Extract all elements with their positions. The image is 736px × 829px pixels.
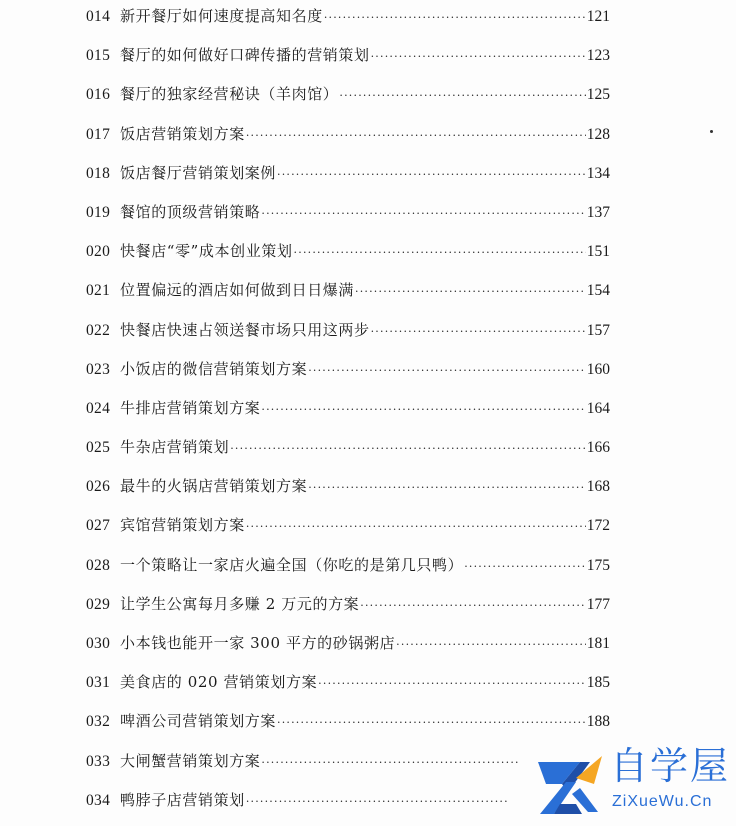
toc-entry-title: 小饭店的微信营销策划方案	[120, 359, 308, 378]
toc-entry-024	[86, 398, 610, 437]
toc-entry-page: 177	[586, 595, 610, 613]
toc-entry-title: 啤酒公司营销策划方案	[120, 712, 277, 731]
toc-entry-number: 028	[86, 556, 111, 574]
toc-entry-017	[86, 124, 610, 163]
toc-entry-page: 160	[586, 360, 610, 378]
toc-leader-dots	[246, 517, 586, 537]
toc-entry-title: 位置偏远的酒店如何做到日日爆满	[120, 281, 355, 300]
toc-entry-page: 157	[586, 321, 610, 339]
toc-entry-number: 020	[86, 243, 111, 261]
toc-entry-number: 032	[86, 713, 111, 731]
toc-leader-dots	[277, 165, 586, 185]
toc-leader-dots	[308, 478, 586, 498]
toc-leader-dots	[261, 400, 585, 420]
toc-entry-page: 172	[586, 517, 610, 535]
toc-entry-number: 019	[86, 203, 111, 221]
toc-leader-dots	[308, 361, 586, 381]
toc-entry-page: 154	[586, 282, 610, 300]
toc-leader-dots	[360, 596, 585, 616]
toc-entry-016	[86, 84, 610, 123]
toc-leader-dots	[246, 126, 586, 146]
toc-entry-number: 026	[86, 478, 111, 496]
toc-entry-number: 018	[86, 164, 111, 182]
toc-entry-page: 128	[586, 125, 610, 143]
toc-leader-dots	[324, 8, 586, 28]
toc-entry-number: 025	[86, 439, 111, 457]
toc-entry-title: 鸭脖子店营销策划	[120, 790, 245, 809]
toc-entry-title: 快餐店快速占领送餐市场只用这两步	[120, 320, 370, 339]
toc-leader-dots	[277, 713, 586, 733]
toc-entry-title: 小本钱也能开一家 300 平方的砂锅粥店	[120, 634, 396, 652]
toc-entry-page: 168	[586, 478, 610, 496]
toc-entry-028	[86, 555, 610, 594]
toc-leader-dots	[396, 635, 586, 655]
toc-entry-title: 快餐店“零”成本创业策划	[120, 242, 293, 261]
toc-entry-page: 164	[586, 399, 610, 417]
toc-entry-015	[86, 45, 610, 84]
toc-entry-020	[86, 241, 610, 280]
toc-leader-dots	[261, 204, 585, 224]
toc-entry-number: 027	[86, 517, 111, 535]
toc-entry-title: 新开餐厅如何速度提高知名度	[120, 7, 323, 25]
toc-leader-dots	[371, 322, 586, 342]
toc-leader-dots	[339, 86, 585, 106]
toc-entry-page: 137	[586, 203, 610, 221]
table-of-contents	[86, 6, 610, 829]
toc-entry-number: 016	[86, 86, 111, 104]
toc-entry-title: 大闸蟹营销策划方案	[120, 751, 261, 770]
toc-leader-dots	[261, 753, 519, 773]
toc-leader-dots	[230, 439, 586, 459]
toc-entry-title: 餐馆的顶级营销策略	[120, 202, 261, 221]
toc-entry-page: 181	[586, 635, 610, 652]
toc-entry-number: 030	[86, 635, 111, 652]
watermark-cn-text: 自学屋	[610, 744, 731, 788]
toc-entry-019	[86, 202, 610, 241]
toc-entry-number: 031	[86, 674, 111, 692]
toc-entry-031	[86, 672, 610, 711]
toc-leader-dots	[246, 792, 508, 812]
toc-leader-dots	[318, 674, 586, 694]
toc-entry-title: 餐厅的如何做好口碑传播的营销策划	[120, 46, 370, 65]
toc-entry-page: 123	[586, 47, 610, 65]
toc-entry-number: 014	[86, 8, 111, 25]
toc-leader-dots	[294, 243, 586, 263]
toc-entry-number: 021	[86, 282, 111, 300]
toc-entry-title: 餐厅的独家经营秘诀（羊肉馆）	[120, 85, 339, 104]
toc-entry-title: 牛排店营销策划方案	[120, 398, 261, 417]
toc-entry-number: 029	[86, 595, 111, 613]
toc-entry-026	[86, 476, 610, 515]
toc-entry-page: 121	[586, 8, 610, 25]
toc-entry-022	[86, 320, 610, 359]
toc-entry-title: 饭店营销策划方案	[120, 124, 245, 143]
toc-entry-030	[86, 633, 610, 672]
toc-entry-page: 175	[586, 556, 610, 574]
toc-entry-page: 188	[586, 713, 610, 731]
watermark	[532, 740, 736, 826]
toc-entry-018	[86, 163, 610, 202]
toc-entry-number: 023	[86, 360, 111, 378]
toc-entry-title: 宾馆营销策划方案	[120, 516, 245, 535]
toc-entry-page: 185	[586, 674, 610, 692]
toc-entry-page: 151	[586, 243, 610, 261]
scan-speck	[710, 130, 713, 133]
toc-entry-title: 一个策略让一家店火遍全国（你吃的是第几只鸭）	[120, 555, 464, 574]
toc-entry-title: 饭店餐厅营销策划案例	[120, 163, 277, 182]
toc-entry-number: 017	[86, 125, 111, 143]
toc-entry-021	[86, 280, 610, 319]
toc-entry-title: 美食店的 020 营销策划方案	[120, 673, 318, 692]
toc-entry-027	[86, 515, 610, 554]
toc-entry-number: 015	[86, 47, 111, 65]
toc-entry-page: 134	[586, 164, 610, 182]
toc-entry-title: 最牛的火锅店营销策划方案	[120, 477, 308, 496]
toc-entry-title: 让学生公寓每月多赚 2 万元的方案	[120, 594, 360, 613]
toc-entry-page: 125	[586, 86, 610, 104]
watermark-en-text: ZiXueWu.Cn	[612, 793, 713, 810]
toc-leader-dots	[355, 282, 586, 302]
toc-entry-023	[86, 359, 610, 398]
toc-entry-number: 033	[86, 752, 111, 770]
toc-leader-dots	[464, 557, 586, 577]
zx-logo-icon	[532, 748, 606, 822]
toc-entry-title: 牛杂店营销策划	[120, 438, 230, 457]
toc-entry-number: 022	[86, 321, 111, 339]
toc-leader-dots	[371, 47, 586, 67]
toc-entry-029	[86, 594, 610, 633]
toc-entry-number: 024	[86, 399, 111, 417]
toc-entry-page: 166	[586, 439, 610, 457]
toc-entry-014	[86, 6, 610, 45]
toc-entry-025	[86, 437, 610, 476]
toc-entry-number: 034	[86, 791, 111, 809]
